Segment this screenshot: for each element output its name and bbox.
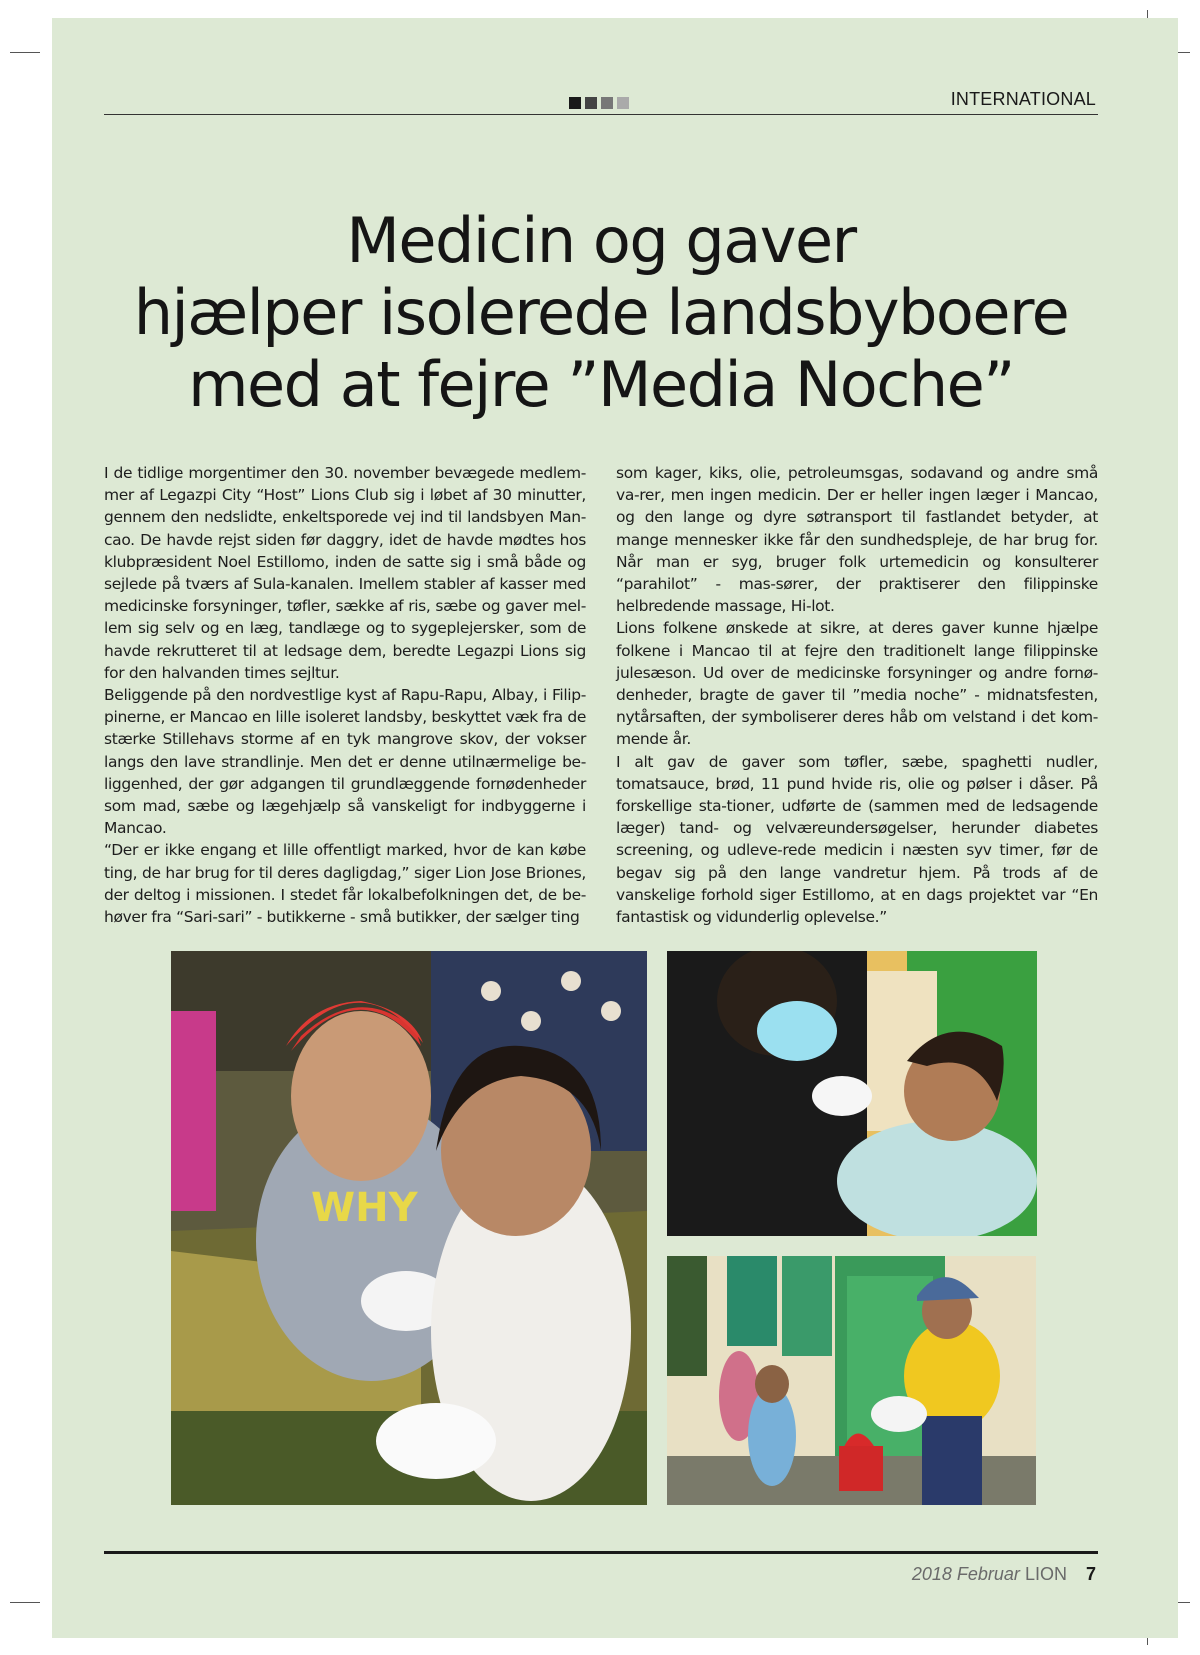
article-column-left [104, 462, 586, 928]
header-square [617, 97, 629, 109]
header-squares [569, 97, 629, 111]
header-square [601, 97, 613, 109]
svg-text:WHY: WHY [311, 1185, 418, 1231]
section-label: INTERNATIONAL [950, 89, 1096, 109]
page-footer [912, 1564, 1096, 1585]
paragraph: I de tidlige morgentimer den 30. november bevægede medlem-mer af Legazpi City “Host” Lions Club sig i løbet af 30 minutter, gennem den nedslidte, enkeltsporede vej ind til landsbyen Man-cao. De havde rejst siden før daggry, idet de havde mødtes hos klubpræsident Noel Estillomo, inden de satte sig i små både og sejlede på tværs af Sula-kanalen. Imellem stabler af kasser med medicinske forsyninger, tøfler, sække af ris, sæbe og gaver mel-lem sig selv og en læg, tandlæge og to sygeplejersker, som de havde rekrutteret til at ledsage dem, beredte Legazpi Lions sig for den halvanden times sejltur. [104, 464, 586, 682]
issue-date: 2018 Februar [911, 1564, 1020, 1584]
paragraph: “Der er ikke engang et lille offentligt marked, hvor de kan købe ting, de har brug for til deres dagligdag,” siger Lion Jose Briones, der deltog i missionen. I stedet får lokalbefolkningen det, de be-høver fra “Sari-sari” - butikkerne - små butikker, der sælger ting [104, 841, 586, 927]
photo-gift-distribution [667, 1256, 1036, 1505]
paragraph: Lions folkene ønskede at sikre, at deres gaver kunne hjælpe folkene i Mancao til at fejre den traditionelt lange filippinske julesæson. Ud over de medicinske forsyninger og andre fornø-denheder, bragte de gaver til ”media noche” - midnatsfesten, nytårsaften, der symboliserer deres håb om velstand i det kom-mende år. [616, 619, 1098, 749]
page-number: 7 [1085, 1564, 1096, 1584]
photo-children-eating [171, 951, 647, 1505]
photo-dental-check [667, 951, 1037, 1236]
header-square [569, 97, 581, 109]
article-title [104, 205, 1098, 421]
footer-rule [104, 1551, 1098, 1554]
paragraph: I alt gav de gaver som tøfler, sæbe, spaghetti nudler, tomatsauce, brød, 11 pund hvide ris, olie og pølser i dåser. På forskellige sta-tioner, udførte de (sammen med de ledsagende læger) tand- og velværeundersøgelser, herunder diabetes screening, og udleve-rede medicin i næsten syv timer, før de begav sig på den lange vandretur hjem. På trods af de vanskelige forhold siger Estillomo, at en dags projektet var “En fantastisk og vidunderlig oplevelse.” [616, 752, 1098, 927]
header-rule [104, 114, 1098, 115]
paragraph: Beliggende på den nordvestlige kyst af Rapu-Rapu, Albay, i Filip-pinerne, er Mancao en lille isoleret landsby, beskyttet væk fra de stærke Stillehavs storme af en tyk mangrove skov, der vokser langs den lave strandlinje. Men det er denne utilnærmelige be-liggenhed, der gør adgangen til grundlæggende fornødenheder som mad, sæbe og lægehjælp så vanskeligt for indbyggerne i Mancao. [104, 686, 587, 838]
title-line: Medicin og gaver [346, 204, 856, 277]
title-line: hjælper isolerede landsbyboere [133, 276, 1069, 349]
magazine-name: LION [1024, 1564, 1067, 1584]
title-line: med at fejre ”Media Noche” [188, 348, 1014, 421]
crop-mark [10, 1602, 40, 1603]
article-column-right [616, 462, 1098, 928]
header-square [585, 97, 597, 109]
crop-mark [10, 52, 40, 53]
paragraph: som kager, kiks, olie, petroleumsgas, sodavand og andre små va-rer, men ingen medicin. Der er heller ingen læger i Mancao, og den lange og dyre søtransport til fastlandet betyder, at mange mennesker ikke får den sundhedspleje, de har brug for. Når man er syg, bruger folk urtemedicin og konsulterer “parahilot” - mas-sører, der praktiserer den filippinske helbredende massage, Hi-lot. [616, 464, 1098, 616]
